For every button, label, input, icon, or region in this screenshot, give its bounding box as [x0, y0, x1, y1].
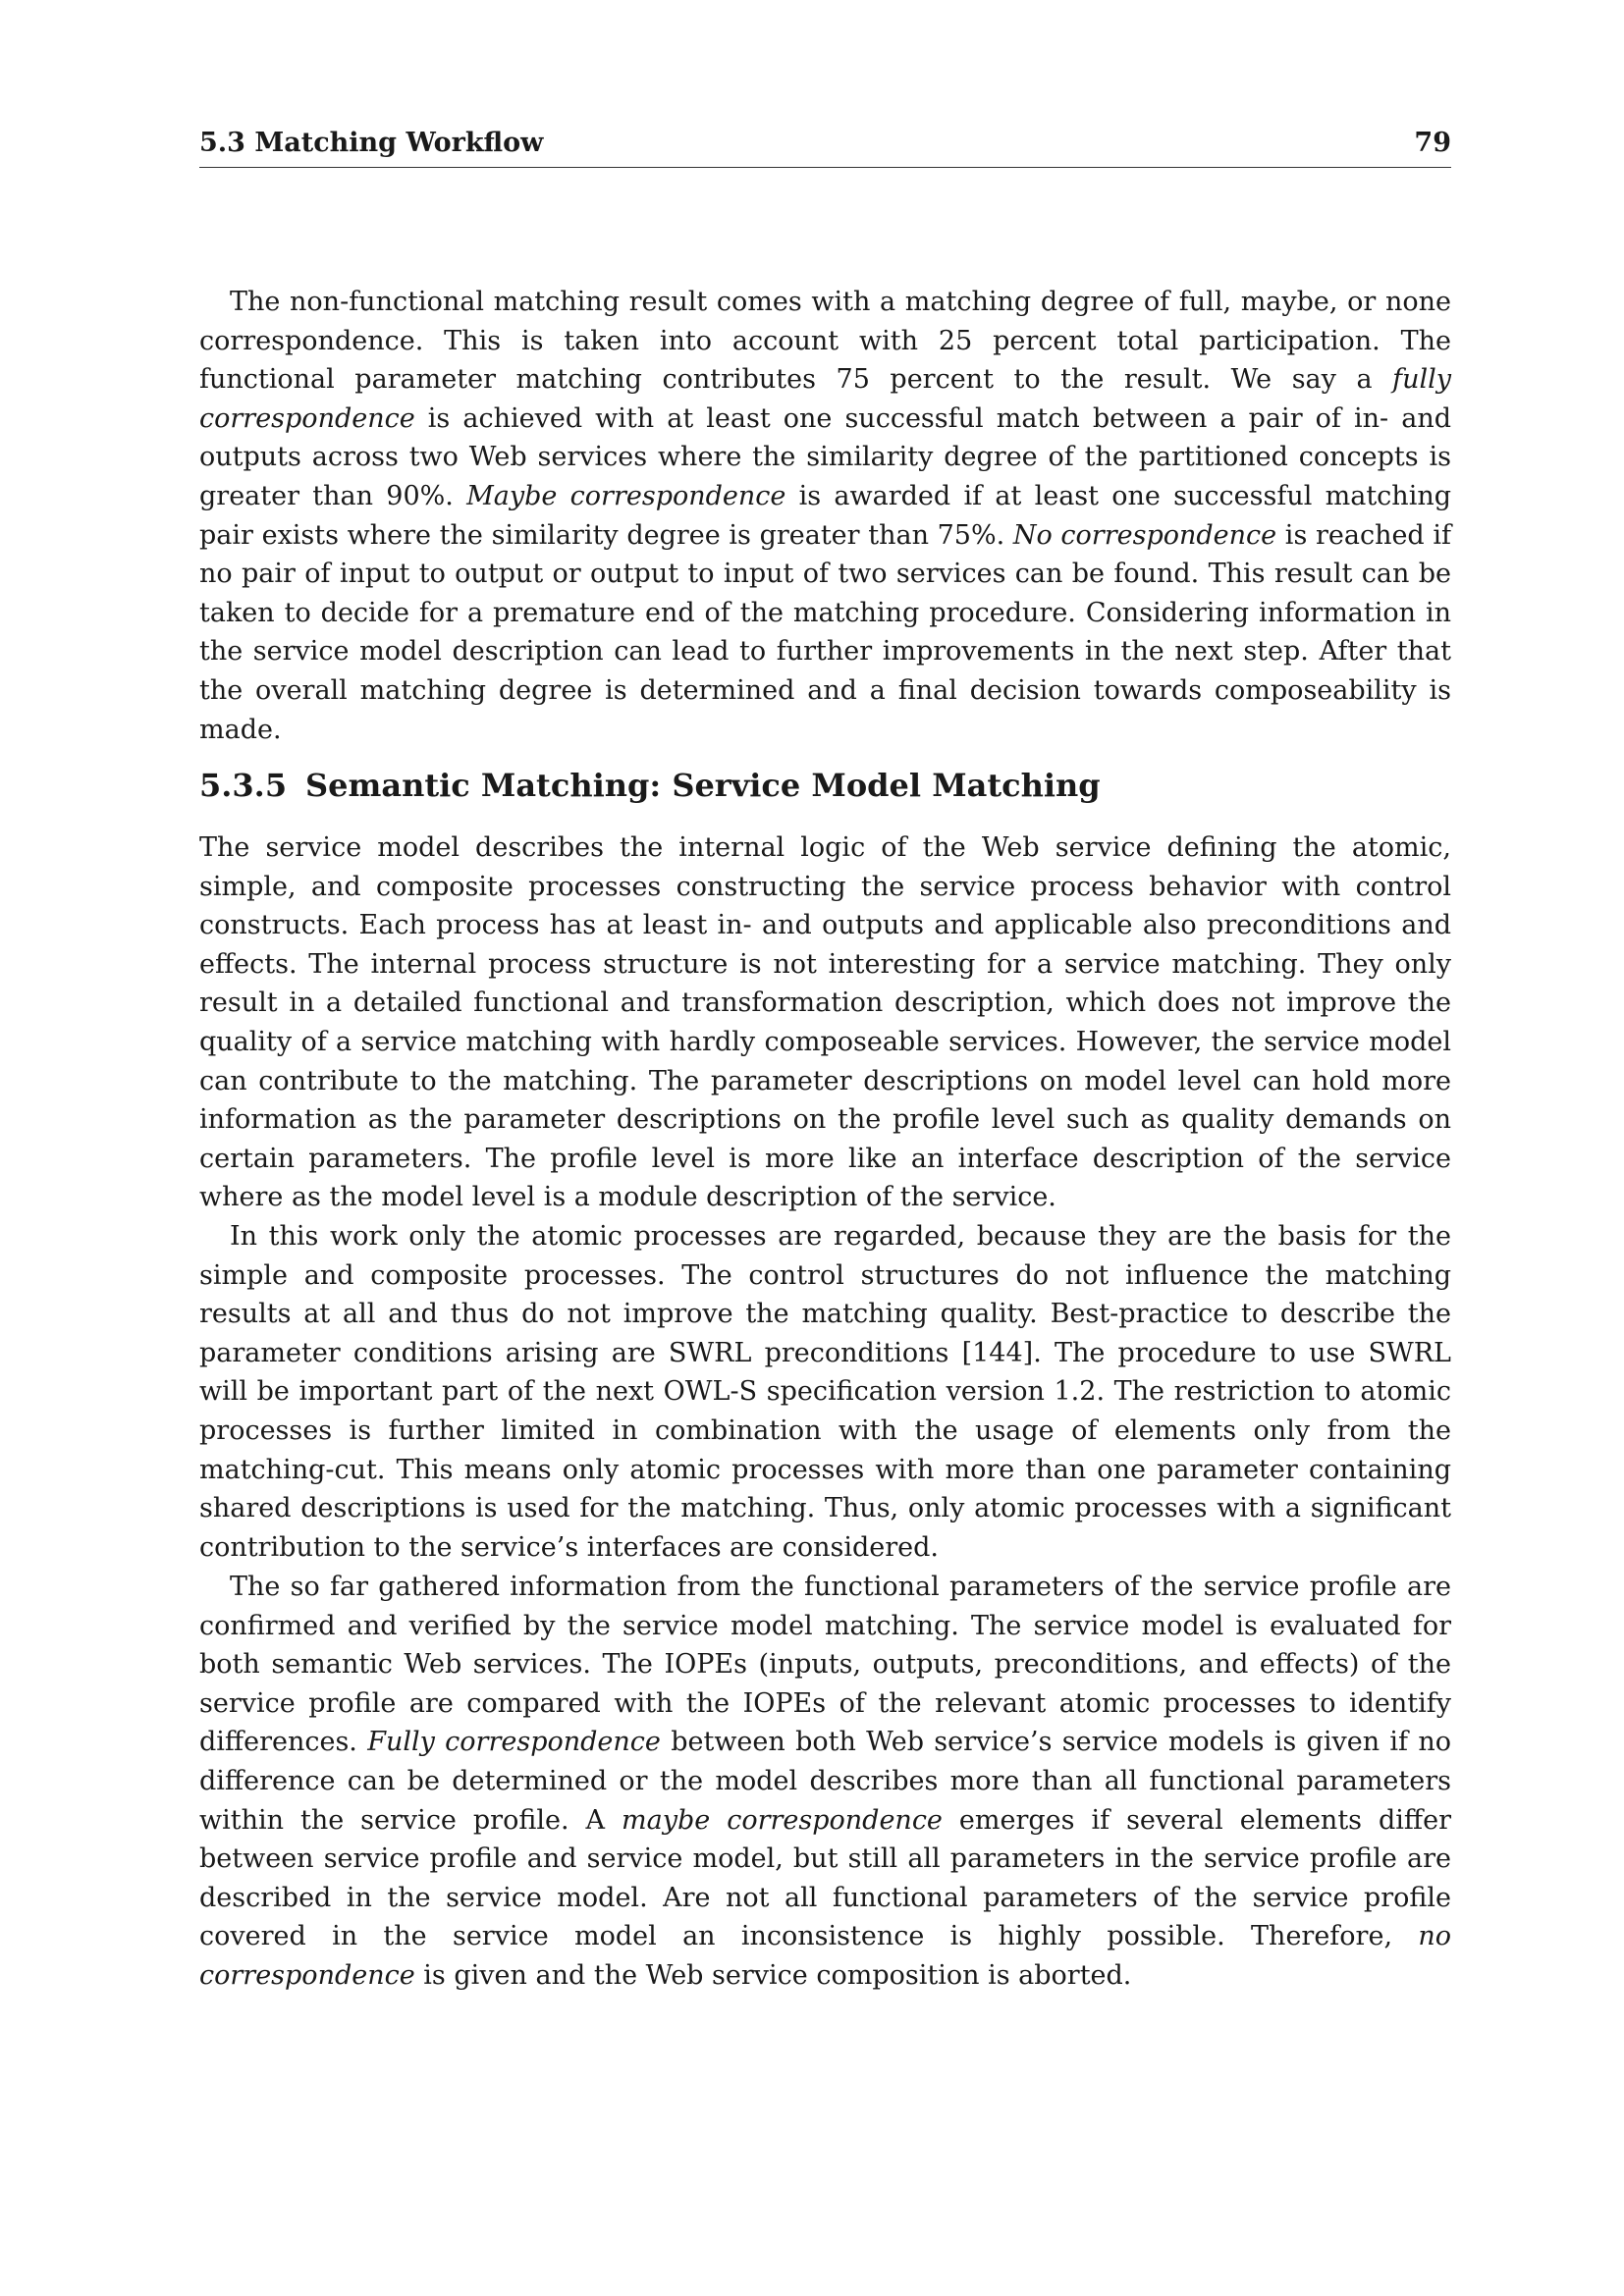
text-run: is reached if no pair of input to output or output to input of two services can be found. This result can be taken to decide for a premature end of the matching procedure. Considering information in the service model description can lead to further improvements in the next step. After that the overall matching degree is determined and a final decision towards composeability is made. — [199, 519, 1452, 745]
page-number: 79 — [1414, 128, 1451, 158]
header-section-title: 5.3 Matching Workflow — [199, 128, 544, 158]
emphasis-fully-correspondence: fully correspondence — [199, 364, 1451, 434]
section-title: Semantic Matching: Service Model Matching — [305, 767, 1101, 804]
section-number: 5.3.5 — [199, 767, 288, 804]
text-run: is given and the Web service composition is aborted. — [414, 1959, 1132, 1991]
text-run: The service model describes the internal logic of the Web service defining the atomic, simple, and composite processes constructing the service process behavior with control constructs. Each process has at least in- and outputs and applicable also preconditions and effects. The internal process structure is not interesting for a service matching. They only result in a detailed functional and transformation description, which does not improve the quality of a service matching with hardly composeable services. However, the service model can contribute to the matching. The parameter descriptions on model level can hold more information as the parameter descriptions on the profile level such as quality demands on certain parameters. The profile level is more like an interface description of the service where as the model level is a module description of the service. — [199, 832, 1451, 1213]
text-run: is achieved with at least one successful match between a pair of in- and outputs across two Web services where the similarity degree of the partitioned concepts is greater than 90%. — [199, 402, 1451, 511]
emphasis-maybe-correspondence: maybe correspondence — [622, 1804, 943, 1836]
text-run: The non-functional matching result comes with a matching degree of full, maybe, or none correspondence. This is taken into account with 25 percent total participation. The functional parameter matching contributes 75 percent to the result. We say a — [199, 287, 1451, 396]
emphasis-no-correspondence: No correspondence — [1012, 519, 1277, 551]
text-run: between both Web service’s service models is given if no difference can be determined or the model describes more than all functional parameters within the service profile. A — [199, 1727, 1451, 1836]
running-header — [199, 126, 1451, 168]
text-run: emerges if several elements differ between service profile and service model, but still all parameters in the service profile are described in the service model. Are not all functional parameters of the service profile covered in the service model an inconsistence is highly possible. Therefore, — [199, 1804, 1451, 1952]
paragraph-service-model-matching — [199, 1568, 1451, 1996]
paragraph-atomic-processes — [199, 1217, 1451, 1567]
emphasis-maybe-correspondence: Maybe correspondence — [466, 480, 786, 511]
emphasis-fully-correspondence: Fully correspondence — [367, 1727, 661, 1758]
text-run: In this work only the atomic processes are regarded, because they are the basis for the simple and composite processes. The control structures do not influence the matching results at all and thus do not improve the matching quality. Best-practice to describe the parameter conditions arising are SWRL preconditions [144]. The procedure to use SWRL will be important part of the next OWL-S specification version 1.2. The restriction to atomic processes is further limited in combination with the usage of elements only from the matching-cut. This means only atomic processes with more than one parameter containing shared descriptions is used for the matching. Thus, only atomic processes with a significant contribution to the service’s interfaces are considered. — [199, 1221, 1451, 1563]
text-run: The so far gathered information from the functional parameters of the service profile are confirmed and verified by the service model matching. The service model is evaluated for both semantic Web services. The IOPEs (inputs, outputs, preconditions, and effects) of the service profile are compared with the IOPEs of the relevant atomic processes to identify differences. — [199, 1572, 1451, 1758]
section-heading — [199, 764, 1451, 807]
emphasis-no-correspondence: no correspondence — [199, 1921, 1451, 1991]
paragraph-service-model-description — [199, 828, 1451, 1217]
text-run: is awarded if at least one successful matching pair exists where the similarity degree is greater than 75%. — [199, 480, 1452, 551]
paragraph-non-functional-result — [199, 283, 1451, 749]
